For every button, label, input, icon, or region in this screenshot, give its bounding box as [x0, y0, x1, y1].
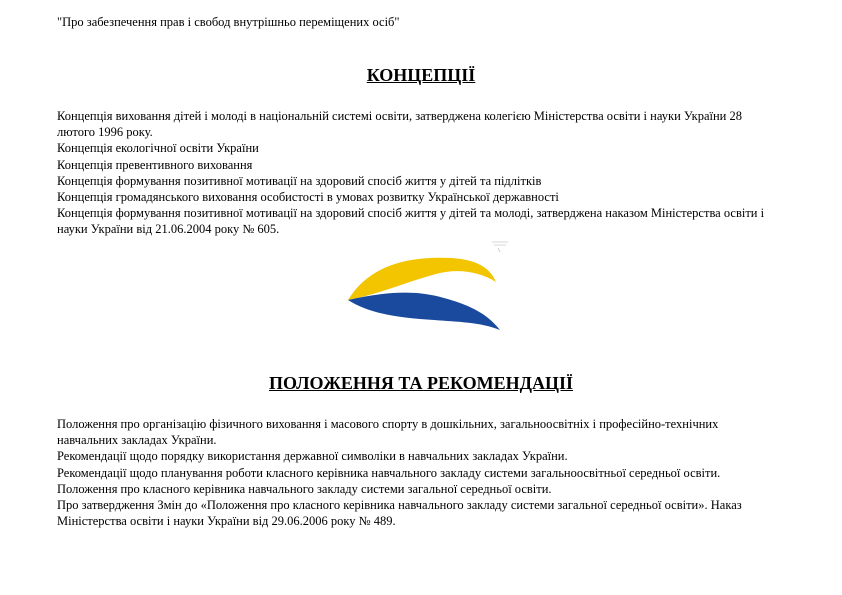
- blue-wave-icon: [348, 293, 500, 330]
- concept-item: Концепція виховання дітей і молоді в національній системі освіти, затверджена колегією Міністерства освіти і науки України 28 лютого 1996 року.: [57, 109, 742, 140]
- concept-item: Концепція формування позитивної мотивації на здоровий спосіб життя у дітей та молоді, затверджена наказом Міністерства освіти і науки України від 21.06.2004 року № 605.: [57, 206, 765, 237]
- regulation-item: Положення про класного керівника навчального закладу системи загальної середньої освіти.: [57, 481, 552, 496]
- regulation-item: Про затвердження Змін до «Положення про класного керівника навчального закладу системи загальної середньої освіти». Наказ Міністерства освіти і науки України від 29.06.2006 року № 489.: [57, 498, 742, 529]
- regulation-item: Положення про організацію фізичного виховання і масового спорту в дошкільних, загальноосвітніх і професійно-технічних навчальних закладах України.: [57, 417, 719, 448]
- concept-item: Концепція формування позитивної мотивації на здоровий спосіб життя у дітей та підлітків: [57, 173, 542, 188]
- concept-item: Концепція екологічної освіти України: [57, 141, 259, 156]
- concepts-list: [57, 108, 777, 238]
- concepts-heading: КОНЦЕПЦІЇ: [366, 65, 476, 85]
- concept-item: Концепція громадянського виховання особистості в умовах розвитку Української державності: [57, 190, 559, 205]
- regulations-heading: ПОЛОЖЕННЯ ТА РЕКОМЕНДАЦІЇ: [269, 373, 573, 393]
- scribble-marks-icon: [492, 242, 508, 252]
- concept-item: Концепція превентивного виховання: [57, 157, 253, 172]
- blue-yellow-wave-logo-icon: [340, 238, 510, 336]
- regulation-item: Рекомендації щодо порядку використання державної символіки в навчальних закладах України.: [57, 449, 568, 464]
- regulations-list: [57, 416, 777, 529]
- law-title: "Про забезпечення прав і свобод внутрішньо переміщених осіб": [57, 15, 400, 29]
- regulation-item: Рекомендації щодо планування роботи класного керівника навчального закладу системи загальноосвітньої середньої освіти.: [57, 465, 721, 480]
